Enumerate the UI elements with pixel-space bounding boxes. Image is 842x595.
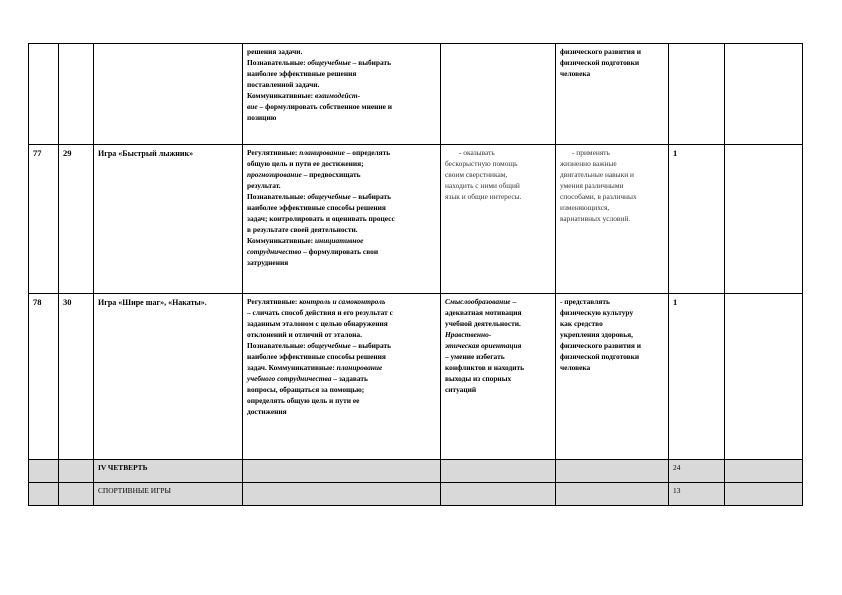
empty-cell [441,460,556,483]
personal-line: бескорыстную помощь [445,159,518,168]
uud-line: – сличать способ действия и его результат с [247,308,393,317]
subject-line: вариативных условий. [560,214,631,223]
subject-line: физической подготовки [560,352,640,361]
empty-cell [243,460,441,483]
personal-line: – умение избегать [445,352,505,361]
hours-cell: 1 [669,145,725,294]
empty-cell [556,483,669,506]
uud-line: наиболее эффективные способы решения [247,203,386,212]
personal-results-cell [441,145,556,294]
section-title: СПОРТИВНЫЕ ИГРЫ [94,483,243,506]
uud-cell [243,294,441,460]
uud-line: наиболее эффективные решения [247,69,357,78]
uud-line: определять общую цель и пути ее [247,396,360,405]
uud-line: решения задачи. [247,47,303,56]
personal-line: ситуаций [445,385,477,394]
subject-results-cell [556,145,669,294]
date-cell [725,145,803,294]
date-cell [725,294,803,460]
personal-line: язык и общие интересы. [445,192,522,201]
personal-results-cell [441,294,556,460]
section-title: IV ЧЕТВЕРТЬ [94,460,243,483]
uud-line: Познавательные: общеучебные – выбирать [247,58,392,67]
empty-cell [59,483,94,506]
subject-line: физическую культуру [560,308,634,317]
empty-cell [725,483,803,506]
lesson-plan-table [28,43,803,506]
personal-line: конфликтов и находить [445,363,525,372]
subject-line: жизненно важные [560,159,617,168]
table-row-78 [29,294,803,460]
uud-line: вие – формулировать собственное мнение и [247,102,393,111]
uud-line: Коммуникативные: инициативное [247,236,364,245]
section-hours: 24 [669,460,725,483]
uud-line: затруднения [247,258,289,267]
uud-line: задач. Коммуникативные: планирование [247,363,383,372]
uud-line: Коммуникативные: взаимодейст- [247,91,361,100]
section-row-quarter [29,460,803,483]
date-cell [725,44,803,145]
personal-line: этическая ориентация [445,341,522,350]
uud-line: общую цель и пути ее достижения; [247,159,364,168]
lesson-index-cell: 29 [59,145,94,294]
empty-cell [29,483,59,506]
subject-line: - представлять [560,297,610,306]
lesson-number-cell [29,44,59,145]
subject-line: физического развития и [560,47,642,56]
personal-line: Нравственно- [445,330,492,339]
table-row-77 [29,145,803,294]
section-hours: 13 [669,483,725,506]
uud-cell [243,44,441,145]
lesson-index-cell: 30 [59,294,94,460]
empty-cell [243,483,441,506]
uud-line: Познавательные: общеучебные – выбирать [247,341,392,350]
empty-cell [59,460,94,483]
personal-line: адекватная мотивация [445,308,522,317]
hours-cell [669,44,725,145]
subject-line: человека [560,69,591,78]
personal-line: Смыслообразование – [445,297,517,306]
uud-line: Познавательные: общеучебные – выбирать [247,192,392,201]
subject-line: умения различными [560,181,624,190]
subject-line: физического развития и [560,341,642,350]
subject-line: способами, в различных [560,192,637,201]
subject-line: - применять [572,148,610,157]
uud-cell [243,145,441,294]
uud-line: Регулятивные: контроль и самоконтроль [247,297,386,306]
subject-line: как средство [560,319,603,328]
subject-results-cell [556,44,669,145]
hours-cell: 1 [669,294,725,460]
uud-line: прогнозирование – предвосхищать [247,170,361,179]
uud-line: в результате своей деятельности. [247,225,358,234]
empty-cell [29,460,59,483]
personal-line: своим сверстникам, [445,170,508,179]
uud-line: отклонений и отличий от эталона. [247,330,362,339]
personal-line: находить с ними общий [445,181,520,190]
topic-cell: Игра «Шире шаг», «Накаты». [94,294,243,460]
uud-line: задач; контролировать и оценивать процесс [247,214,395,223]
personal-line: выходы из спорных [445,374,512,383]
subject-results-cell [556,294,669,460]
subject-line: физической подготовки [560,58,640,67]
table-row-continued [29,44,803,145]
section-row-sport-games [29,483,803,506]
personal-line: - оказывать [459,148,495,157]
lesson-index-cell [59,44,94,145]
uud-line: наиболее эффективные способы решения [247,352,386,361]
uud-line: учебного сотрудничества – задавать [247,374,368,383]
uud-line: заданным эталоном с целью обнаружения [247,319,388,328]
uud-line: вопросы, обращаться за помощью; [247,385,365,394]
subject-line: двигательные навыки и [560,170,634,179]
topic-cell: Игра «Быстрый лыжник» [94,145,243,294]
uud-line: результат. [247,181,281,190]
subject-line: изменяющихся, [560,203,610,212]
uud-line: достижения [247,407,287,416]
uud-line: поставленной задачи. [247,80,320,89]
lesson-number-cell: 78 [29,294,59,460]
uud-line: позицию [247,113,277,122]
empty-cell [441,483,556,506]
subject-line: укрепления здоровья, [560,330,634,339]
uud-line: Регулятивные: планирование – определять [247,148,391,157]
lesson-number-cell: 77 [29,145,59,294]
empty-cell [725,460,803,483]
personal-line: учебной деятельности. [445,319,521,328]
empty-cell [556,460,669,483]
topic-cell [94,44,243,145]
subject-line: человека [560,363,591,372]
uud-line: сотрудничество – формулировать свои [247,247,379,256]
personal-results-cell [441,44,556,145]
